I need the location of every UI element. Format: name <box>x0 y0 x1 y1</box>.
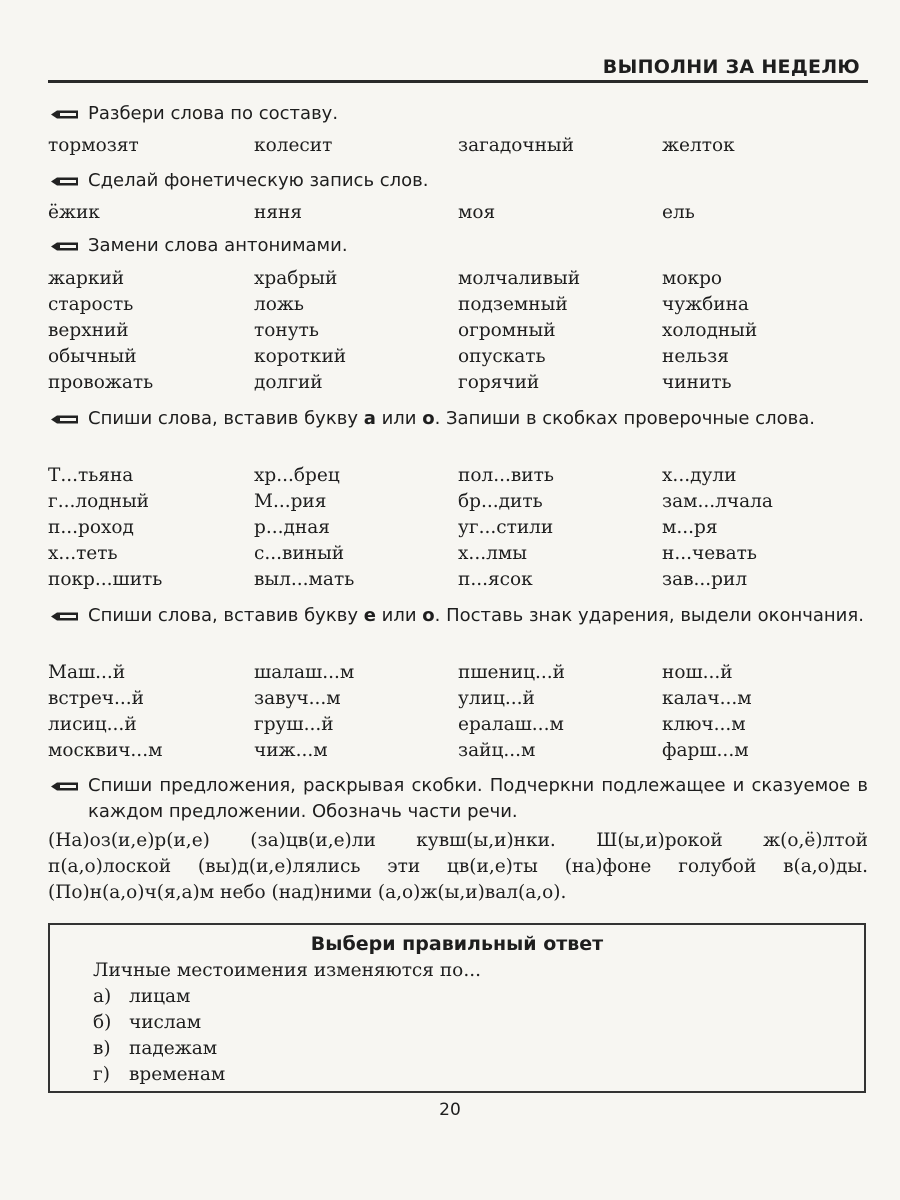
word: г...лодный <box>48 491 150 512</box>
word: опускать <box>458 346 546 367</box>
word: холодный <box>662 320 758 341</box>
word-row <box>48 292 868 318</box>
word: п...ясок <box>458 569 533 590</box>
word: покр...шить <box>48 569 163 590</box>
word: мокро <box>662 268 723 289</box>
word: желток <box>662 135 735 156</box>
task-1 <box>48 101 868 127</box>
word-row <box>48 133 868 159</box>
option-text: падежам <box>129 1038 218 1059</box>
word-row <box>48 567 868 593</box>
word: м...ря <box>662 517 718 538</box>
pencil-icon <box>50 781 80 792</box>
option-text: временам <box>129 1064 226 1085</box>
quiz-option-d <box>93 1064 225 1085</box>
header-rule <box>48 80 868 83</box>
task-3 <box>48 233 868 259</box>
sentences-block <box>48 828 868 906</box>
word: бр...дить <box>458 491 543 512</box>
pencil-icon <box>50 109 80 120</box>
word: чужбина <box>662 294 749 315</box>
word: тормозят <box>48 135 139 156</box>
task-2-text: Сделай фонетическую запись слов. <box>88 170 429 191</box>
word: пол...вить <box>458 465 554 486</box>
pencil-icon <box>50 414 80 425</box>
word: тонуть <box>254 320 319 341</box>
task-4 <box>48 406 868 432</box>
task-6 <box>48 773 868 825</box>
quiz-option-b <box>93 1012 201 1033</box>
word: короткий <box>254 346 347 367</box>
task-5-letter-o: о <box>422 605 435 626</box>
word: ёжик <box>48 202 100 223</box>
option-letter: а) <box>93 986 112 1007</box>
quiz-option-c <box>93 1038 217 1059</box>
word: чиж...м <box>254 740 328 761</box>
word: х...лмы <box>458 543 527 564</box>
task-5 <box>48 603 868 629</box>
word: загадочный <box>458 135 574 156</box>
word: Маш...й <box>48 662 126 683</box>
word: нош...й <box>662 662 733 683</box>
quiz-option-a <box>93 986 190 1007</box>
word: Т...тьяна <box>48 465 134 486</box>
word-row <box>48 370 868 396</box>
word: с...виный <box>254 543 345 564</box>
word: храбрый <box>254 268 338 289</box>
pencil-icon <box>50 241 80 252</box>
word: молчаливый <box>458 268 581 289</box>
page-header: ВЫПОЛНИ ЗА НЕДЕЛЮ <box>602 56 860 78</box>
word: х...теть <box>48 543 118 564</box>
option-letter: в) <box>93 1038 111 1059</box>
word: пшениц...й <box>458 662 566 683</box>
sentence-line: (На)оз(и,е)р(и,е) (за)цв(и,е)ли кувш(ы,и)нки. Ш(ы,и)рокой ж(о,ё)лтой <box>48 830 868 851</box>
page-number: 20 <box>439 1100 461 1120</box>
word: улиц...й <box>458 688 535 709</box>
word-row <box>48 660 868 686</box>
word: зайц...м <box>458 740 536 761</box>
word-row <box>48 515 868 541</box>
option-text: числам <box>129 1012 202 1033</box>
option-letter: г) <box>93 1064 110 1085</box>
word: горячий <box>458 372 540 393</box>
task-3-text: Замени слова антонимами. <box>88 235 348 256</box>
quiz-box <box>48 923 866 1093</box>
word: встреч...й <box>48 688 145 709</box>
word: старость <box>48 294 134 315</box>
word: долгий <box>254 372 323 393</box>
word: огромный <box>458 320 556 341</box>
word: обычный <box>48 346 137 367</box>
task-4-letter-a: а <box>363 408 376 429</box>
word: зав...рил <box>662 569 748 590</box>
word: жаркий <box>48 268 125 289</box>
word: провожать <box>48 372 154 393</box>
task-4-letter-o: о <box>422 408 435 429</box>
word: ложь <box>254 294 304 315</box>
word: моя <box>458 202 496 223</box>
word: калач...м <box>662 688 752 709</box>
word: выл...мать <box>254 569 355 590</box>
word-row <box>48 712 868 738</box>
word: ключ...м <box>662 714 746 735</box>
word: н...чевать <box>662 543 757 564</box>
word: груш...й <box>254 714 334 735</box>
word-row <box>48 738 868 764</box>
sentence-line: (По)н(а,о)ч(я,а)м небо (над)ними (а,о)ж(ы,и)вал(а,о). <box>48 882 567 903</box>
word-row <box>48 318 868 344</box>
word: р...дная <box>254 517 330 538</box>
word: завуч...м <box>254 688 341 709</box>
word: п...роход <box>48 517 134 538</box>
option-text: лицам <box>129 986 191 1007</box>
task-5-text: или <box>375 605 423 626</box>
sentence-line: п(а,о)лоской (вы)д(и,е)лялись эти цв(и,е)ты (на)фоне голубой в(а,о)ды. <box>48 856 868 877</box>
word: хр...брец <box>254 465 340 486</box>
word: ель <box>662 202 695 223</box>
word-row <box>48 344 868 370</box>
task-6-text: Спиши предложения, раскрывая скобки. Подчеркни подлежащее и сказуемое в каждом предложении. Обозначь части речи. <box>88 775 868 822</box>
word-row <box>48 686 868 712</box>
word-row <box>48 463 868 489</box>
quiz-title: Выбери правильный ответ <box>310 933 604 955</box>
word-row <box>48 541 868 567</box>
task-1-text: Разбери слова по составу. <box>88 103 339 124</box>
pencil-icon <box>50 176 80 187</box>
task-2 <box>48 168 868 194</box>
option-letter: б) <box>93 1012 112 1033</box>
task-4-text: или <box>375 408 423 429</box>
pencil-icon <box>50 611 80 622</box>
quiz-question: Личные местоимения изменяются по... <box>93 960 481 981</box>
word: ералаш...м <box>458 714 564 735</box>
word: лисиц...й <box>48 714 137 735</box>
word-row <box>48 489 868 515</box>
word-row <box>48 266 868 292</box>
word: уг...стили <box>458 517 554 538</box>
word: подземный <box>458 294 568 315</box>
word: верхний <box>48 320 129 341</box>
word: зам...лчала <box>662 491 773 512</box>
word: москвич...м <box>48 740 163 761</box>
task-4-text: . Запиши в скобках проверочные слова. <box>434 408 815 429</box>
word: х...дули <box>662 465 737 486</box>
task-5-letter-e: е <box>363 605 376 626</box>
word: нельзя <box>662 346 729 367</box>
word: М...рия <box>254 491 327 512</box>
task-5-text: . Поставь знак ударения, выдели окончания. <box>434 605 864 626</box>
word: фарш...м <box>662 740 749 761</box>
task-4-text: Спиши слова, вставив букву <box>88 408 364 429</box>
word: чинить <box>662 372 732 393</box>
word: шалаш...м <box>254 662 355 683</box>
word: няня <box>254 202 303 223</box>
word-row <box>48 200 868 226</box>
task-5-text: Спиши слова, вставив букву <box>88 605 364 626</box>
word: колесит <box>254 135 333 156</box>
